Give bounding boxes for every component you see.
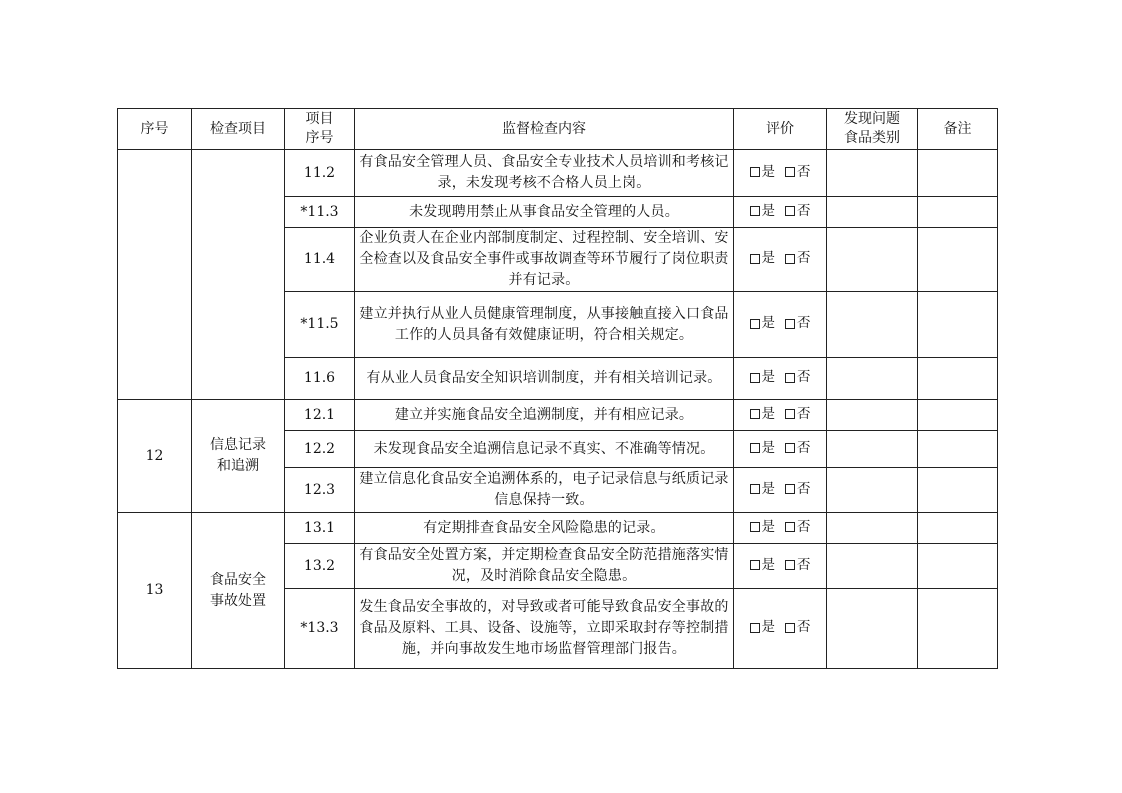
checkbox-label: 是 [761,163,775,180]
item-content: 未发现聘用禁止从事食品安全管理的人员。 [355,197,734,228]
evaluation-no-checkbox[interactable] [785,162,811,183]
evaluation-cell [734,197,827,228]
header-content: 监督检查内容 [355,109,734,150]
evaluation-no-checkbox[interactable] [785,555,811,576]
evaluation-no-checkbox[interactable] [785,517,811,538]
checkbox-icon[interactable] [750,522,760,532]
note-cell[interactable] [918,544,998,589]
item-content: 未发现食品安全追溯信息记录不真实、不准确等情况。 [355,431,734,468]
issue-category-cell[interactable] [827,544,918,589]
header-subseq-line1: 项目 [305,111,334,127]
checkbox-icon[interactable] [750,443,760,453]
checkbox-icon[interactable] [750,373,760,383]
item-content: 有食品安全处置方案，并定期检查食品安全防范措施落实情况，及时消除食品安全隐患。 [355,544,734,589]
evaluation-no-checkbox[interactable] [785,404,811,425]
checkbox-icon[interactable] [785,167,795,177]
checkbox-icon[interactable] [785,560,795,570]
evaluation-cell [734,589,827,669]
evaluation-no-checkbox[interactable] [785,201,811,222]
checkbox-label: 是 [761,315,775,332]
evaluation-cell [734,358,827,400]
checkbox-icon[interactable] [750,319,760,329]
checkbox-icon[interactable] [785,522,795,532]
item-content: 有食品安全管理人员、食品安全专业技术人员培训和考核记录，未发现考核不合格人员上岗。 [355,150,734,197]
checkbox-icon[interactable] [785,484,795,494]
note-cell[interactable] [918,468,998,513]
table-body [118,150,998,669]
group-item-label: 信息记录和追溯 [209,437,266,474]
issue-category-cell[interactable] [827,468,918,513]
header-subseq-line2: 序号 [305,130,334,146]
checkbox-label: 否 [797,405,811,422]
group-number [118,150,192,400]
evaluation-no-checkbox[interactable] [785,248,811,269]
item-subnumber: 12.3 [285,468,355,513]
evaluation-yes-checkbox[interactable] [750,313,776,334]
note-cell[interactable] [918,292,998,358]
item-content: 有定期排查食品安全风险隐患的记录。 [355,513,734,544]
header-row [118,109,998,150]
item-content: 建立并实施食品安全追溯制度，并有相应记录。 [355,400,734,431]
evaluation-no-checkbox[interactable] [785,367,811,388]
header-issue [827,109,918,150]
checkbox-icon[interactable] [785,623,795,633]
item-subnumber: 13.1 [285,513,355,544]
item-subnumber: *11.3 [285,197,355,228]
item-subnumber: *11.5 [285,292,355,358]
evaluation-yes-checkbox[interactable] [750,248,776,269]
checkbox-icon[interactable] [750,623,760,633]
note-cell[interactable] [918,513,998,544]
issue-category-cell[interactable] [827,292,918,358]
note-cell[interactable] [918,197,998,228]
evaluation-yes-checkbox[interactable] [750,517,776,538]
checkbox-label: 是 [761,556,775,573]
checkbox-label: 是 [761,439,775,456]
checkbox-icon[interactable] [785,373,795,383]
checkbox-label: 是 [761,250,775,267]
checkbox-icon[interactable] [785,254,795,264]
issue-category-cell[interactable] [827,150,918,197]
evaluation-no-checkbox[interactable] [785,479,811,500]
header-issue-line2: 食品类别 [844,130,900,146]
issue-category-cell[interactable] [827,400,918,431]
issue-category-cell[interactable] [827,513,918,544]
header-item: 检查项目 [192,109,285,150]
checkbox-icon[interactable] [750,254,760,264]
header-seq: 序号 [118,109,192,150]
issue-category-cell[interactable] [827,431,918,468]
checkbox-label: 否 [797,518,811,535]
checkbox-label: 否 [797,439,811,456]
evaluation-no-checkbox[interactable] [785,313,811,334]
group-item [192,150,285,400]
header-note: 备注 [918,109,998,150]
note-cell[interactable] [918,589,998,669]
evaluation-cell [734,431,827,468]
item-content: 建立信息化食品安全追溯体系的，电子记录信息与纸质记录信息保持一致。 [355,468,734,513]
checkbox-icon[interactable] [750,484,760,494]
evaluation-cell [734,150,827,197]
evaluation-yes-checkbox[interactable] [750,479,776,500]
item-subnumber: 11.4 [285,228,355,292]
inspection-table [117,108,998,669]
issue-category-cell[interactable] [827,589,918,669]
evaluation-yes-checkbox[interactable] [750,617,776,638]
note-cell[interactable] [918,400,998,431]
item-subnumber: 11.2 [285,150,355,197]
checkbox-label: 是 [761,405,775,422]
checkbox-label: 否 [797,480,811,497]
table-row [118,513,998,544]
evaluation-yes-checkbox[interactable] [750,555,776,576]
group-item [192,513,285,669]
item-subnumber: 12.2 [285,431,355,468]
evaluation-cell [734,400,827,431]
item-content: 建立并执行从业人员健康管理制度，从事接触直接入口食品工作的人员具备有效健康证明，符合相关规定。 [355,292,734,358]
issue-category-cell[interactable] [827,228,918,292]
group-number: 12 [118,400,192,513]
checkbox-icon[interactable] [785,443,795,453]
note-cell[interactable] [918,358,998,400]
issue-category-cell[interactable] [827,358,918,400]
evaluation-yes-checkbox[interactable] [750,404,776,425]
checkbox-label: 是 [761,369,775,386]
checkbox-label: 否 [797,369,811,386]
checkbox-icon[interactable] [750,206,760,216]
checkbox-label: 是 [761,619,775,636]
checkbox-label: 是 [761,202,775,219]
checkbox-label: 是 [761,480,775,497]
evaluation-cell [734,228,827,292]
item-content: 发生食品安全事故的，对导致或者可能导致食品安全事故的食品及原料、工具、设备、设施等，立即采取封存等控制措施，并向事故发生地市场监督管理部门报告。 [355,589,734,669]
note-cell[interactable] [918,228,998,292]
checkbox-label: 否 [797,202,811,219]
evaluation-cell [734,513,827,544]
table-row [118,400,998,431]
checkbox-icon[interactable] [785,319,795,329]
checkbox-icon[interactable] [750,560,760,570]
note-cell[interactable] [918,431,998,468]
evaluation-yes-checkbox[interactable] [750,438,776,459]
header-issue-line1: 发现问题 [844,111,900,127]
checkbox-label: 否 [797,619,811,636]
table-row [118,150,998,197]
item-subnumber: 12.1 [285,400,355,431]
checkbox-label: 是 [761,518,775,535]
item-subnumber: 11.6 [285,358,355,400]
checkbox-label: 否 [797,250,811,267]
evaluation-yes-checkbox[interactable] [750,367,776,388]
group-item [192,400,285,513]
item-content: 有从业人员食品安全知识培训制度，并有相关培训记录。 [355,358,734,400]
evaluation-no-checkbox[interactable] [785,617,811,638]
group-item-label: 食品安全事故处置 [209,571,266,609]
checkbox-label: 否 [797,163,811,180]
note-cell[interactable] [918,150,998,197]
checkbox-icon[interactable] [785,409,795,419]
evaluation-cell [734,292,827,358]
issue-category-cell[interactable] [827,197,918,228]
evaluation-cell [734,544,827,589]
item-content: 企业负责人在企业内部制度制定、过程控制、安全培训、安全检查以及食品安全事件或事故调查等环节履行了岗位职责并有记录。 [355,228,734,292]
evaluation-no-checkbox[interactable] [785,438,811,459]
evaluation-yes-checkbox[interactable] [750,201,776,222]
checkbox-icon[interactable] [750,409,760,419]
checkbox-label: 否 [797,315,811,332]
evaluation-cell [734,468,827,513]
item-subnumber: 13.2 [285,544,355,589]
checkbox-icon[interactable] [785,206,795,216]
evaluation-yes-checkbox[interactable] [750,162,776,183]
group-number: 13 [118,513,192,669]
checkbox-label: 否 [797,556,811,573]
header-subseq [285,109,355,150]
checkbox-icon[interactable] [750,167,760,177]
item-subnumber: *13.3 [285,589,355,669]
header-eval: 评价 [734,109,827,150]
